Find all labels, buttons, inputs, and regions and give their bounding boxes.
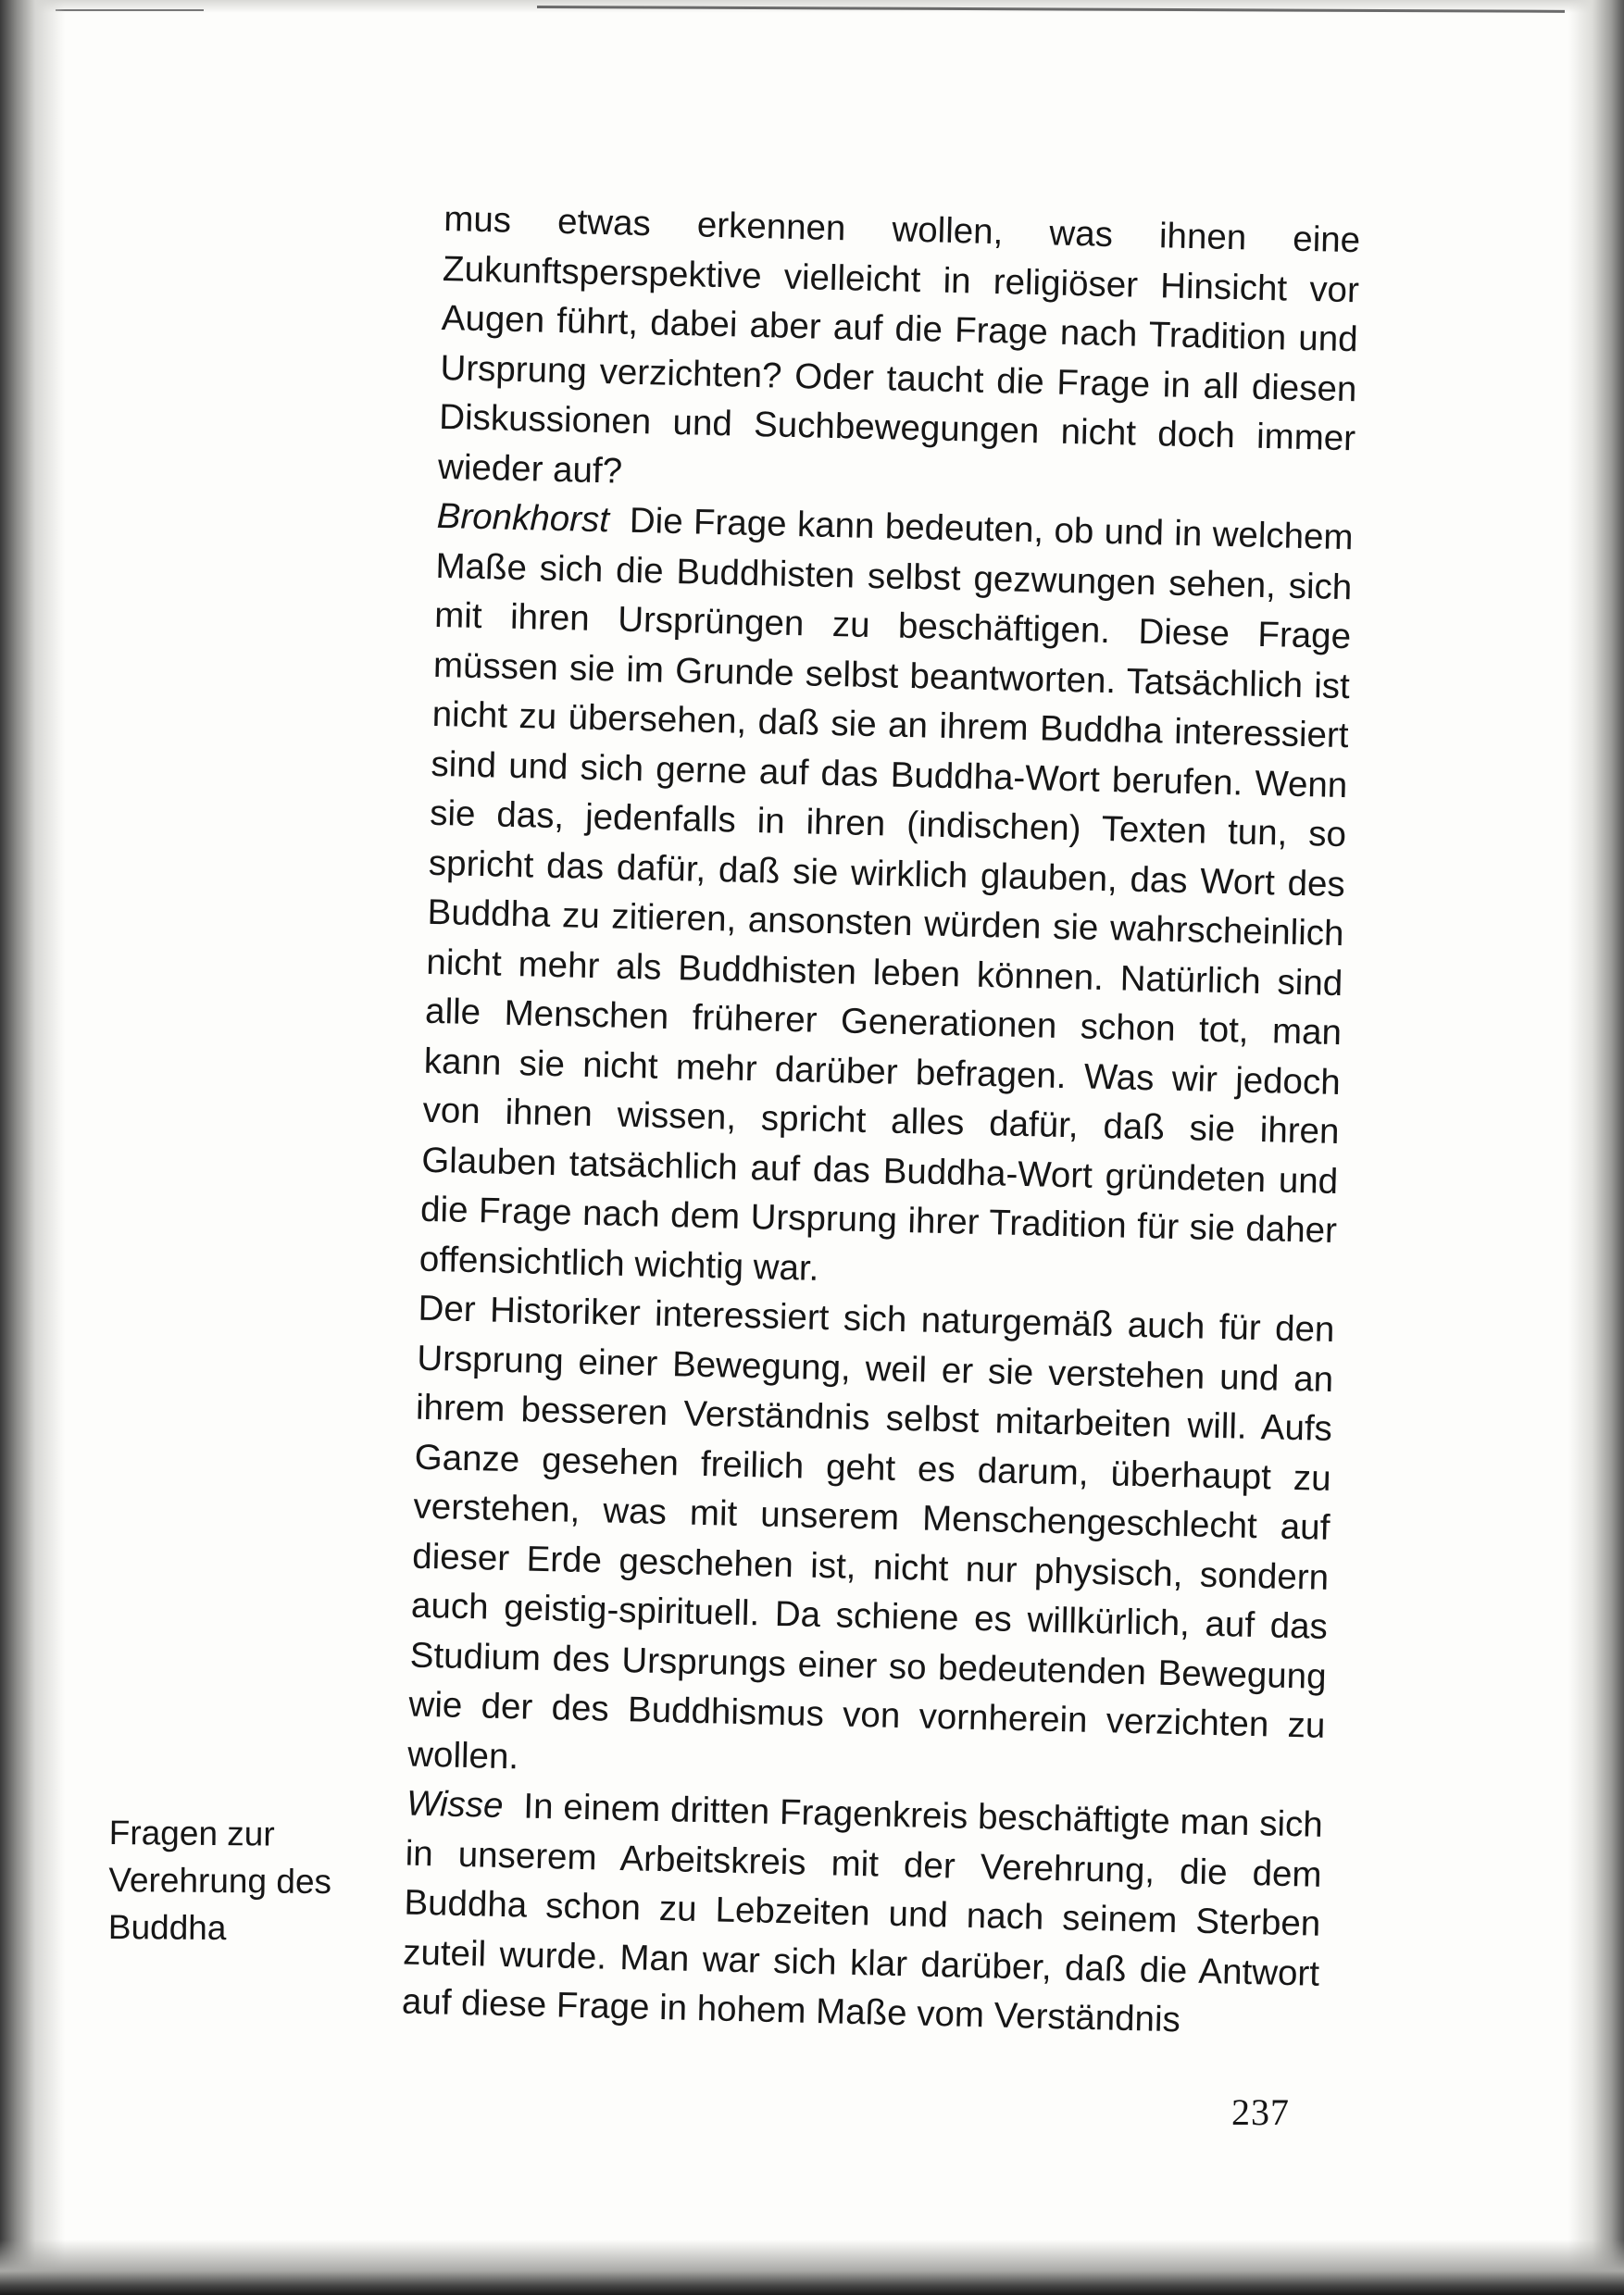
margin-note — [108, 1809, 387, 1953]
speaker-name: Bronkhorst — [436, 495, 610, 541]
margin-note-line: Verehrung des — [108, 1860, 332, 1902]
scan-edge-bottom — [0, 2239, 1624, 2295]
paragraph — [418, 492, 1354, 1305]
page-edge-line-left — [56, 9, 204, 11]
speaker-name: Wisse — [406, 1783, 504, 1826]
paragraph-text: In einem dritten Fragenkreis beschäftigte man sich in unserem Arbeitskreis mit der Verehrung, die dem Buddha schon zu Lebzeiten und nach seinem Sterben zuteil wurde. Man war sich klar darüber, daß die Antwort auf diese Frage in hohem Maße vom Verständnis — [401, 1786, 1324, 2040]
margin-note-line: Buddha — [107, 1907, 227, 1948]
paragraph-text: mus etwas erkennen wollen, was ihnen eine Zukunftsperspektive vielleicht in religiöser Hinsicht vor Augen führt, dabei aber auf die Frage nach Tradition und Ursprung verzichten? Oder taucht die Frage in all diesen Diskussionen und Suchbewegungen nicht doch immer wieder auf? — [437, 198, 1361, 492]
scan-edge-left — [0, 0, 65, 2295]
paragraph — [437, 194, 1360, 513]
paragraph — [401, 1779, 1323, 2049]
paragraph — [407, 1284, 1335, 1801]
scan-edge-right — [1568, 0, 1624, 2295]
paragraph-text: Der Historiker interessiert sich naturgemäß auch für den Ursprung einer Bewegung, weil er sie verstehen und an ihrem besseren Verständnis selbst mitarbeiten will. Aufs Ganze gesehen freilich geht es darum, überhaupt zu verstehen, was mit unserem Menschengeschlecht auf dieser Erde geschehen ist, nicht nur physisch, sondern auch geistig-spirituell. Da schiene es willkürlich, auf das Studium des Ursprungs einer so bedeutenden Bewegung wie der des Buddhismus von vornherein verzichten zu wollen. — [406, 1288, 1335, 1777]
page-number: 237 — [1231, 2091, 1290, 2133]
margin-note-line: Fragen zur — [108, 1813, 275, 1853]
paragraph-text: Die Frage kann bedeuten, ob und in welchem Maße sich die Buddhisten selbst gezwungen sehen, sich mit ihren Ursprüngen zu beschäftigen. Diese Frage müssen sie im Grunde selbst beantworten. Tatsächlich ist nicht zu übersehen, daß sie an ihrem Buddha interessiert sind und sich gerne auf das Buddha-Wort berufen. Wenn sie das, jedenfalls in ihren (indischen) Texten tun, so spricht das dafür, daß sie wirklich glauben, das Wort des Buddha zu zitieren, ansonsten würden sie wahrscheinlich nicht mehr als Buddhisten leben können. Natürlich sind alle Menschen früherer Generationen schon tot, man kann sie nicht mehr darüber befragen. Was wir jedoch von ihnen wissen, spricht alles dafür, daß sie ihren Glauben tatsächlich auf das Buddha-Wort gründeten und die Frage nach dem Ursprung ihrer Tradition für sie daher offensichtlich wichtig war. — [418, 500, 1355, 1289]
main-text — [401, 194, 1360, 2048]
